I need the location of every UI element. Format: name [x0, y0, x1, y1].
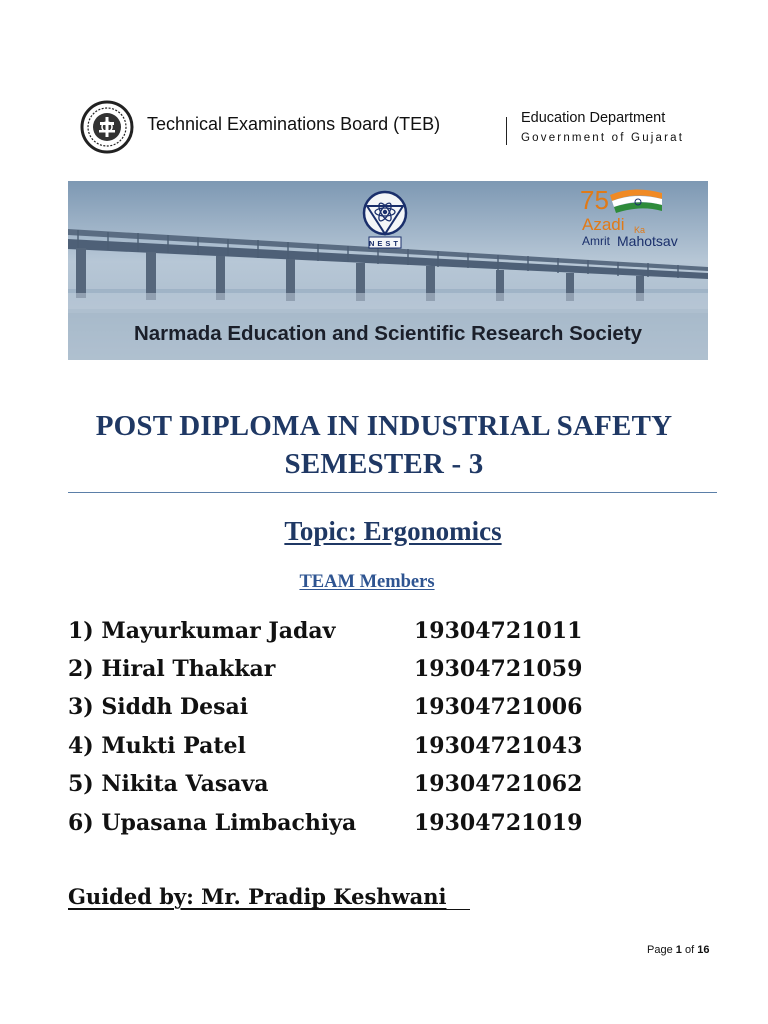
header-divider — [506, 117, 507, 145]
member-name: 4) Mukti Patel — [68, 733, 246, 759]
page-word: Page — [647, 944, 673, 956]
banner — [68, 181, 708, 360]
banner-caption: Narmada Education and Scientific Research Society — [133, 322, 643, 345]
member-id: 19304721059 — [414, 656, 583, 682]
member-name: 5) Nikita Vasava — [68, 771, 269, 797]
member-id: 19304721019 — [414, 810, 583, 836]
member-id: 19304721011 — [414, 618, 583, 644]
title-rule — [68, 492, 717, 493]
azadi-ka-amrit-mahotsav-logo — [578, 183, 698, 255]
member-row — [68, 694, 688, 730]
page-number — [647, 944, 709, 956]
member-id: 19304721043 — [414, 733, 583, 759]
guided-by — [68, 884, 470, 910]
of-word: of — [684, 944, 695, 956]
guided-underline-tail — [446, 908, 470, 910]
nest-label: NEST — [368, 239, 402, 248]
azadi-number: 75 — [580, 185, 609, 215]
mahotsav-word: Mahotsav — [617, 233, 678, 249]
member-row — [68, 810, 688, 846]
ka-word: Ka — [634, 225, 646, 235]
member-row — [68, 771, 688, 807]
azadi-word: Azadi — [582, 215, 625, 234]
member-row — [68, 618, 688, 654]
semester-title: SEMESTER - 3 — [284, 448, 484, 480]
topic-heading: Topic: Ergonomics — [284, 516, 502, 546]
board-title: Technical Examinations Board (TEB) — [147, 114, 441, 134]
member-id: 19304721062 — [414, 771, 583, 797]
member-row — [68, 733, 688, 769]
member-name: 6) Upasana Limbachiya — [68, 810, 357, 836]
total-pages: 16 — [697, 944, 710, 956]
member-row — [68, 656, 688, 692]
dept-title: Education Department — [521, 110, 666, 126]
team-members-heading: TEAM Members — [299, 572, 435, 592]
nest-logo — [355, 188, 415, 250]
member-id: 19304721006 — [414, 694, 583, 720]
teb-logo — [80, 100, 134, 154]
current-page: 1 — [675, 944, 682, 956]
program-title: POST DIPLOMA IN INDUSTRIAL SAFETY — [95, 410, 673, 442]
member-name: 3) Siddh Desai — [68, 694, 249, 720]
gov-title: Government of Gujarat — [521, 132, 685, 144]
amrit-word: Amrit — [582, 234, 610, 248]
guided-by-text: Guided by: Mr. Pradip Keshwani — [68, 884, 447, 909]
member-name: 2) Hiral Thakkar — [68, 656, 276, 682]
member-name: 1) Mayurkumar Jadav — [68, 618, 336, 644]
